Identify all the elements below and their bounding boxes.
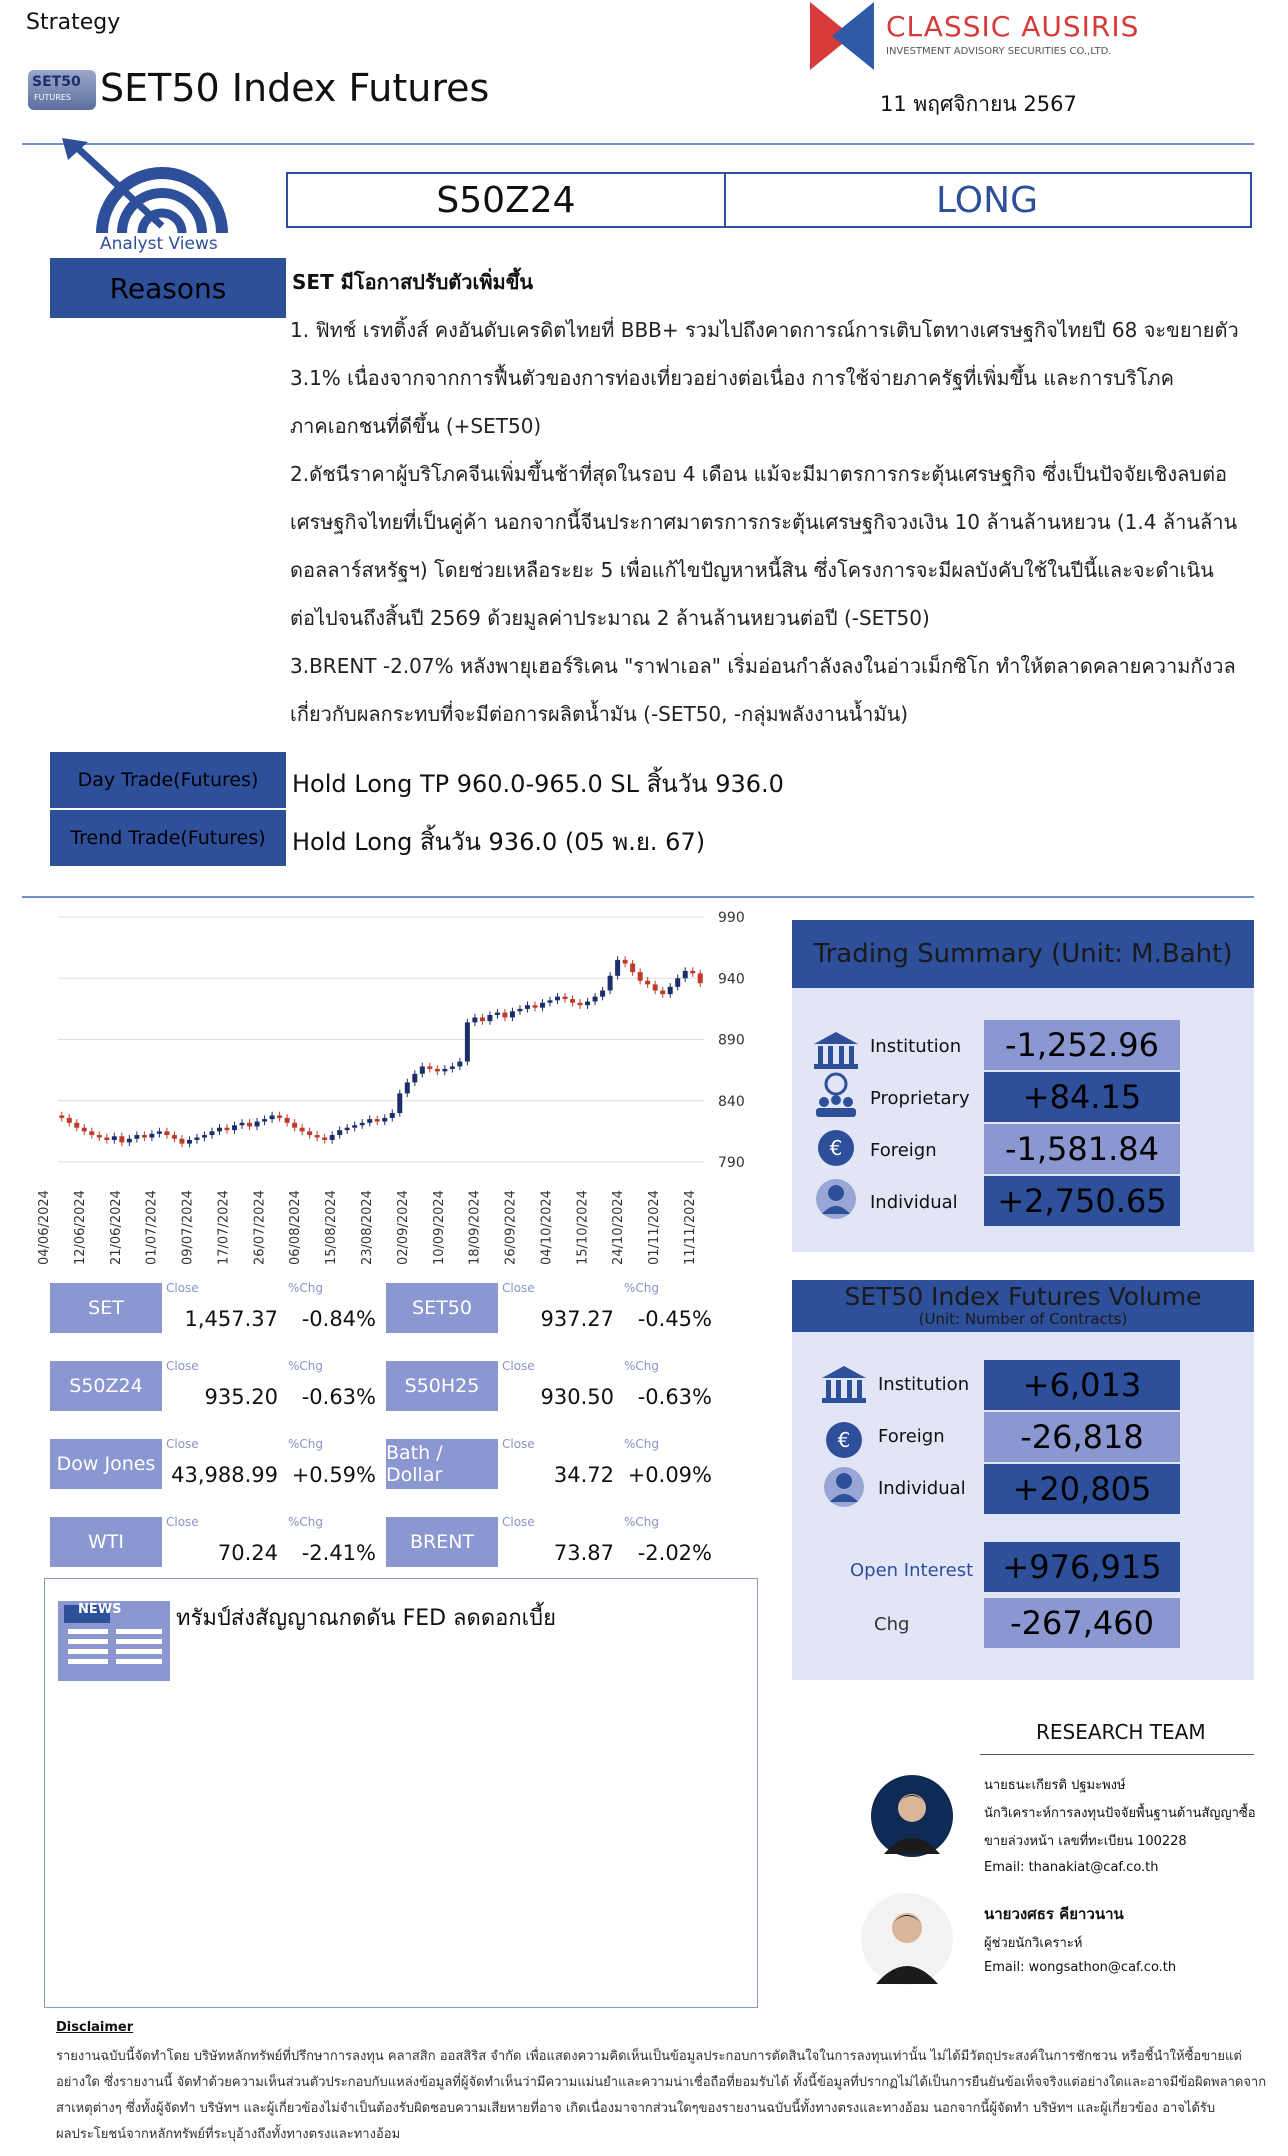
candle-body <box>352 1125 357 1127</box>
candle-body <box>465 1022 470 1061</box>
candle-body <box>285 1118 290 1123</box>
candle-body <box>217 1128 222 1132</box>
close-value: 34.72 <box>553 1463 614 1487</box>
svg-text:€: € <box>837 1428 851 1452</box>
page-title: SET50 Index Futures <box>100 66 490 110</box>
candle-body <box>164 1131 169 1135</box>
open-interest-label: Open Interest <box>850 1560 974 1581</box>
chg-label: %Chg <box>288 1281 324 1295</box>
candle-body <box>405 1082 410 1093</box>
candle-body <box>600 991 605 997</box>
candle-body <box>615 960 620 976</box>
candle-body <box>630 964 635 973</box>
candle-body <box>82 1128 87 1132</box>
disclaimer-title: Disclaimer <box>56 2020 134 2035</box>
close-label: Close <box>502 1359 535 1373</box>
y-tick-label: 890 <box>718 1032 745 1049</box>
candle-body <box>134 1135 139 1139</box>
analyst-1-role-2: ขายล่วงหน้า เลขที่ทะเบียน 100228 <box>984 1834 1187 1849</box>
candle-body <box>412 1074 417 1083</box>
candle-body <box>300 1128 305 1132</box>
x-tick-label: 26/07/2024 <box>252 1190 268 1265</box>
candle-body <box>510 1011 515 1017</box>
close-label: Close <box>166 1359 199 1373</box>
reason-line: ต่อไปจนถึงสิ้นปี 2569 ด้วยมูลค่าประมาณ 2 ล้านล้านหยวนต่อปี (-SET50) <box>290 606 930 630</box>
reason-line: 1. ฟิทช์ เรทติ้งส์ คงอันดับเครดิตไทยที่ BBB+ รวมไปถึงคาดการณ์การเติบโตทางเศรษฐกิจไทยปี 68 จะขยายตัว <box>290 318 1239 342</box>
candle-body <box>487 1015 492 1021</box>
candle-body <box>502 1013 507 1018</box>
research-team-title: RESEARCH TEAM <box>1036 1720 1206 1744</box>
x-tick-label: 23/08/2024 <box>360 1190 375 1265</box>
ts-row-value: +84.15 <box>984 1072 1180 1122</box>
disclaimer-line: ผลประโยชน์จากหลักทรัพย์ที่ระบุอ้างถึงทั้งทางตรงและทางอ้อม <box>56 2127 401 2142</box>
candle-body <box>240 1123 245 1125</box>
candle-body <box>97 1135 102 1137</box>
candle-body <box>645 981 650 985</box>
candle-body <box>638 972 643 981</box>
candle-body <box>690 971 695 973</box>
close-label: Close <box>502 1437 535 1451</box>
candle-body <box>225 1128 230 1130</box>
candle-body <box>390 1113 395 1118</box>
analyst-1-role: นักวิเคราะห์การลงทุนปัจจัยพื้นฐานด้านสัญญาซื้อ <box>984 1806 1256 1821</box>
chg-value: -2.02% <box>637 1541 712 1565</box>
disclaimer-line: รายงานฉบับนี้จัดทำโดย บริษัทหลักทรัพย์ที่ปรึกษาการลงทุน คลาสสิก ออสสิริส จำกัด เพื่อแสดงความคิดเห็นเป็นข้อมูลประกอบการตัดสินใจในการลงทุนเท่านั้น ไม่ได้มีวัตถุประสงค์ในการชักชวน หรือชี้นำให้ซื้อขายแต่ <box>56 2049 1242 2064</box>
set50-price-chart <box>37 905 760 1285</box>
candle-body <box>517 1009 522 1011</box>
ts-row-value: -1,581.84 <box>984 1124 1180 1174</box>
close-value: 935.20 <box>204 1385 278 1409</box>
candle-body <box>209 1131 214 1135</box>
x-tick-label: 17/07/2024 <box>216 1190 232 1265</box>
proprietary-icon <box>812 1072 860 1118</box>
chg-label: %Chg <box>288 1359 324 1373</box>
set50-logo-subtext: FUTURES <box>34 93 71 102</box>
candle-body <box>420 1066 425 1073</box>
market-name: BRENT <box>386 1517 498 1567</box>
target-dart-icon <box>62 138 242 238</box>
candle-body <box>450 1066 455 1068</box>
news-headline: ทรัมป์ส่งสัญญาณกดดัน FED ลดดอกเบี้ย <box>176 1606 557 1631</box>
close-label: Close <box>166 1437 199 1451</box>
disclaimer-line: สาเหตุต่างๆ ซึ่งทั้งผู้จัดทำ บริษัทฯ และผู้เกี่ยวข้องไม่จำเป็นต้องรับผิดชอบความเสียหายที่อาจ เกิดเนื่องมาจากส่วนใดๆของรายงานฉบับนี้ทั้งทางตรงและทางอ้อม นอกจากนี้ผู้จัดทำ บริษัทฯ และผู้เกี่ยวข้อง อาจได้รับ <box>56 2101 1216 2116</box>
candle-body <box>683 971 688 978</box>
candle-body <box>660 991 665 995</box>
candle-body <box>593 997 598 1002</box>
ts-row-label: Foreign <box>870 1140 937 1161</box>
close-value: 937.27 <box>540 1307 614 1331</box>
candle-body <box>142 1135 147 1137</box>
candle-body <box>427 1066 432 1068</box>
chg-value: -2.41% <box>301 1541 376 1565</box>
close-label: Close <box>502 1515 535 1529</box>
candle-body <box>262 1119 267 1121</box>
contract-symbol: S50Z24 <box>288 174 726 226</box>
close-value: 70.24 <box>217 1541 278 1565</box>
vol-row-value: +20,805 <box>984 1464 1180 1514</box>
ts-row-value: -1,252.96 <box>984 1020 1180 1070</box>
brand-name: CLASSIC AUSIRIS <box>886 10 1140 43</box>
reason-line: ภาคเอกชนที่ดีขึ้น (+SET50) <box>290 414 542 438</box>
ts-row-value: +2,750.65 <box>984 1176 1180 1226</box>
candle-body <box>89 1131 94 1135</box>
reasons-label: Reasons <box>50 258 286 318</box>
reason-line: ดอลลาร์สหรัฐฯ) โดยช่วยเหลือระยะ 5 เพื่อแก้ไขปัญหาหนี้สิน ซึ่งโครงการจะมีผลบังคับใช้ในปีนี้และจะดำเนิน <box>290 558 1214 582</box>
chg-value: +0.09% <box>627 1463 712 1487</box>
candle-body <box>570 999 575 1003</box>
x-tick-label: 09/07/2024 <box>180 1190 196 1265</box>
x-tick-label: 02/09/2024 <box>395 1190 411 1265</box>
analyst-1-email: Email: thanakiat@caf.co.th <box>984 1860 1159 1875</box>
reason-line: 2.ดัชนีราคาผู้บริโภคจีนเพิ่มขึ้นช้าที่สุดในรอบ 4 เดือน แม้จะมีมาตรการกระตุ้นเศรษฐกิจ ซึ่งเป็นปัจจัยเชิงลบต่อ <box>290 462 1228 486</box>
set50-logo-text: SET50 <box>32 74 81 90</box>
vol-row-label: Institution <box>878 1374 970 1395</box>
candle-body <box>457 1062 462 1067</box>
candle-body <box>307 1131 312 1135</box>
candle-body <box>104 1138 109 1140</box>
candle-body <box>435 1069 440 1071</box>
candle-body <box>495 1013 500 1015</box>
open-interest-value: +976,915 <box>984 1542 1180 1592</box>
x-tick-label: 01/07/2024 <box>144 1190 160 1265</box>
analyst-1-name: นายธนะเกียรติ ปฐมะพงษ์ <box>984 1778 1126 1793</box>
candle-body <box>563 997 568 999</box>
candle-body <box>578 1003 583 1005</box>
candle-body <box>74 1123 79 1128</box>
candle-body <box>292 1123 297 1128</box>
close-label: Close <box>166 1281 199 1295</box>
chg-value: -0.45% <box>637 1307 712 1331</box>
x-tick-label: 01/11/2024 <box>647 1190 663 1265</box>
candle-body <box>382 1118 387 1122</box>
x-tick-label: 12/06/2024 <box>72 1190 88 1265</box>
candle-body <box>675 978 680 987</box>
vol-row-label: Individual <box>878 1478 966 1499</box>
trend-trade-label: Trend Trade(Futures) <box>50 810 286 866</box>
x-tick-label: 26/09/2024 <box>503 1190 519 1265</box>
trend-trade-text: Hold Long สิ้นวัน 936.0 (05 พ.ย. 67) <box>292 828 706 856</box>
x-tick-label: 24/10/2024 <box>611 1190 627 1265</box>
x-tick-label: 11/11/2024 <box>683 1190 698 1265</box>
candle-body <box>668 987 673 994</box>
market-name: S50Z24 <box>50 1361 162 1411</box>
market-name: S50H25 <box>386 1361 498 1411</box>
chg-label: %Chg <box>624 1359 660 1373</box>
candle-body <box>277 1115 282 1117</box>
x-tick-label: 10/09/2024 <box>431 1190 447 1265</box>
analyst-views-label: Analyst Views <box>100 234 218 254</box>
ts-row-label: Individual <box>870 1192 958 1213</box>
candle-body <box>194 1138 199 1140</box>
candle-body <box>367 1119 372 1123</box>
reason-line: เศรษฐกิจไทยที่เป็นคู่ค้า นอกจากนี้จีนประกาศมาตรการกระตุ้นเศรษฐกิจวงเงิน 10 ล้านล้านหยวน (1.4 ล้านล้าน <box>290 510 1238 534</box>
candle-body <box>59 1115 64 1117</box>
x-tick-label: 21/06/2024 <box>108 1190 124 1265</box>
candle-body <box>555 997 560 1001</box>
market-name: Bath / Dollar <box>386 1439 498 1489</box>
y-tick-label: 840 <box>718 1093 745 1110</box>
x-tick-label: 15/10/2024 <box>575 1190 591 1265</box>
candle-body <box>345 1128 350 1130</box>
vol-row-value: -26,818 <box>984 1412 1180 1462</box>
candle-body <box>112 1136 117 1140</box>
candle-body <box>172 1135 177 1139</box>
analyst-2-name: นายวงศธร คียาวนาน <box>984 1905 1124 1923</box>
reason-line: เกี่ยวกับผลกระทบที่จะมีต่อการผลิตน้ำมัน (-SET50, -กลุ่มพลังงานน้ำมัน) <box>290 702 909 726</box>
day-trade-label: Day Trade(Futures) <box>50 752 286 808</box>
candle-body <box>532 1005 537 1007</box>
close-value: 930.50 <box>540 1385 614 1409</box>
analyst-2-role: ผู้ช่วยนักวิเคราะห์ <box>984 1936 1083 1951</box>
candle-body <box>472 1017 477 1022</box>
chg-label: %Chg <box>624 1515 660 1529</box>
institution-icon <box>812 1030 860 1070</box>
close-value: 1,457.37 <box>184 1307 278 1331</box>
chg-value: -0.84% <box>301 1307 376 1331</box>
candle-body <box>315 1135 320 1137</box>
candle-body <box>360 1123 365 1125</box>
analyst-photo-1 <box>870 1774 954 1858</box>
trading-summary-title: Trading Summary (Unit: M.Baht) <box>792 920 1254 988</box>
candle-body <box>540 1003 545 1008</box>
candle-body <box>255 1122 260 1127</box>
candle-body <box>480 1017 485 1021</box>
svg-text:€: € <box>829 1136 843 1160</box>
reason-line: 3.1% เนื่องจากจากการฟื้นตัวของการท่องเที่ยวอย่างต่อเนื่อง การใช้จ่ายภาครัฐที่เพิ่มขึ้น และการบริโภค <box>290 366 1174 390</box>
chg-label: %Chg <box>624 1437 660 1451</box>
vol-row-value: +6,013 <box>984 1360 1180 1410</box>
market-name: SET50 <box>386 1283 498 1333</box>
close-value: 73.87 <box>553 1541 614 1565</box>
y-tick-label: 990 <box>718 910 745 926</box>
candle-body <box>187 1140 192 1144</box>
candle-body <box>442 1069 447 1071</box>
candle-body <box>202 1135 207 1137</box>
institution-icon <box>820 1364 868 1404</box>
market-name: SET <box>50 1283 162 1333</box>
x-tick-label: 18/09/2024 <box>467 1190 483 1265</box>
vol-row-label: Foreign <box>878 1426 945 1447</box>
candle-body <box>247 1123 252 1127</box>
close-value: 43,988.99 <box>171 1463 278 1487</box>
strategy-label: Strategy <box>26 10 121 35</box>
x-tick-label: 04/10/2024 <box>539 1190 555 1265</box>
candle-body <box>653 984 658 990</box>
chg-label: %Chg <box>288 1437 324 1451</box>
y-tick-label: 940 <box>718 971 745 988</box>
oi-chg-value: -267,460 <box>984 1598 1180 1648</box>
candle-body <box>397 1093 402 1113</box>
candle-body <box>585 1002 590 1006</box>
x-tick-label: 06/08/2024 <box>288 1190 304 1265</box>
chg-label: %Chg <box>624 1281 660 1295</box>
candle-body <box>525 1005 530 1009</box>
chg-value: -0.63% <box>637 1385 712 1409</box>
reason-line: 3.BRENT -2.07% หลังพายุเฮอร์ริเคน "ราฟาเอล" เริ่มอ่อนกำลังลงในอ่าวเม็กซิโก ทำให้ตลาดคลายความกังวล <box>290 654 1236 678</box>
candle-body <box>337 1130 342 1135</box>
analyst-photo-2 <box>860 1892 954 1986</box>
report-date: 11 พฤศจิกายน 2567 <box>880 92 1077 116</box>
brand-subtitle: INVESTMENT ADVISORY SECURITIES CO.,LTD. <box>886 46 1112 57</box>
candle-body <box>232 1125 237 1130</box>
candle-body <box>67 1118 72 1123</box>
candle-body <box>608 976 613 991</box>
volume-subtitle: (Unit: Number of Contracts) <box>918 1310 1128 1328</box>
chg-value: -0.63% <box>301 1385 376 1409</box>
candle-body <box>157 1131 162 1133</box>
candle-body <box>119 1136 124 1142</box>
candle-body <box>330 1135 335 1140</box>
candle-body <box>149 1134 154 1138</box>
candle-body <box>127 1139 132 1143</box>
candle-body <box>270 1115 275 1119</box>
market-name: Dow Jones <box>50 1439 162 1489</box>
chg-value: +0.59% <box>291 1463 376 1487</box>
chg-label: %Chg <box>288 1515 324 1529</box>
y-tick-label: 790 <box>718 1155 745 1171</box>
close-label: Close <box>166 1515 199 1529</box>
foreign-icon <box>820 1416 868 1462</box>
market-name: WTI <box>50 1517 162 1567</box>
foreign-icon <box>812 1124 860 1170</box>
day-trade-text: Hold Long TP 960.0-965.0 SL สิ้นวัน 936.0 <box>292 770 784 798</box>
reasons-headline: SET มีโอกาสปรับตัวเพิ่มขึ้น <box>292 270 534 294</box>
ts-row-label: Institution <box>870 1036 962 1057</box>
research-divider <box>980 1754 1254 1755</box>
x-tick-label: 04/06/2024 <box>37 1190 52 1265</box>
candle-body <box>375 1119 380 1121</box>
classic-ausiris-logo-icon <box>808 0 876 72</box>
oi-chg-label: Chg <box>874 1614 910 1635</box>
candle-body <box>179 1139 184 1144</box>
ts-row-label: Proprietary <box>870 1088 970 1109</box>
set50-futures-logo <box>28 70 96 110</box>
section-divider <box>22 896 1254 898</box>
symbol-position-box <box>286 172 1252 228</box>
candle-body <box>322 1138 327 1140</box>
individual-icon <box>812 1176 860 1222</box>
position-direction: LONG <box>936 179 1038 221</box>
candle-body <box>548 1000 553 1002</box>
individual-icon <box>820 1464 868 1510</box>
volume-title: SET50 Index Futures Volume <box>792 1280 1254 1332</box>
news-badge: NEWS <box>78 1602 122 1617</box>
candle-body <box>698 973 703 983</box>
disclaimer-line: อย่างใด ซึ่งรายงานนี้ จัดทำด้วยความเห็นส่วนตัวประกอบกับแหล่งข้อมูลที่ผู้จัดทำเห็นว่ามีความแม่นยำและความน่าเชื่อถือที่ยอมรับได้ ทั้งนี้ข้อมูลที่ปรากฏไม่ได้เป็นการยืนยันข้อเท็จจริงแต่อย่างใดและอาจมีข้อผิดพลาดจาก <box>56 2075 1267 2090</box>
candle-body <box>623 960 628 964</box>
analyst-2-email: Email: wongsathon@caf.co.th <box>984 1960 1177 1975</box>
x-tick-label: 15/08/2024 <box>324 1190 340 1265</box>
close-label: Close <box>502 1281 535 1295</box>
